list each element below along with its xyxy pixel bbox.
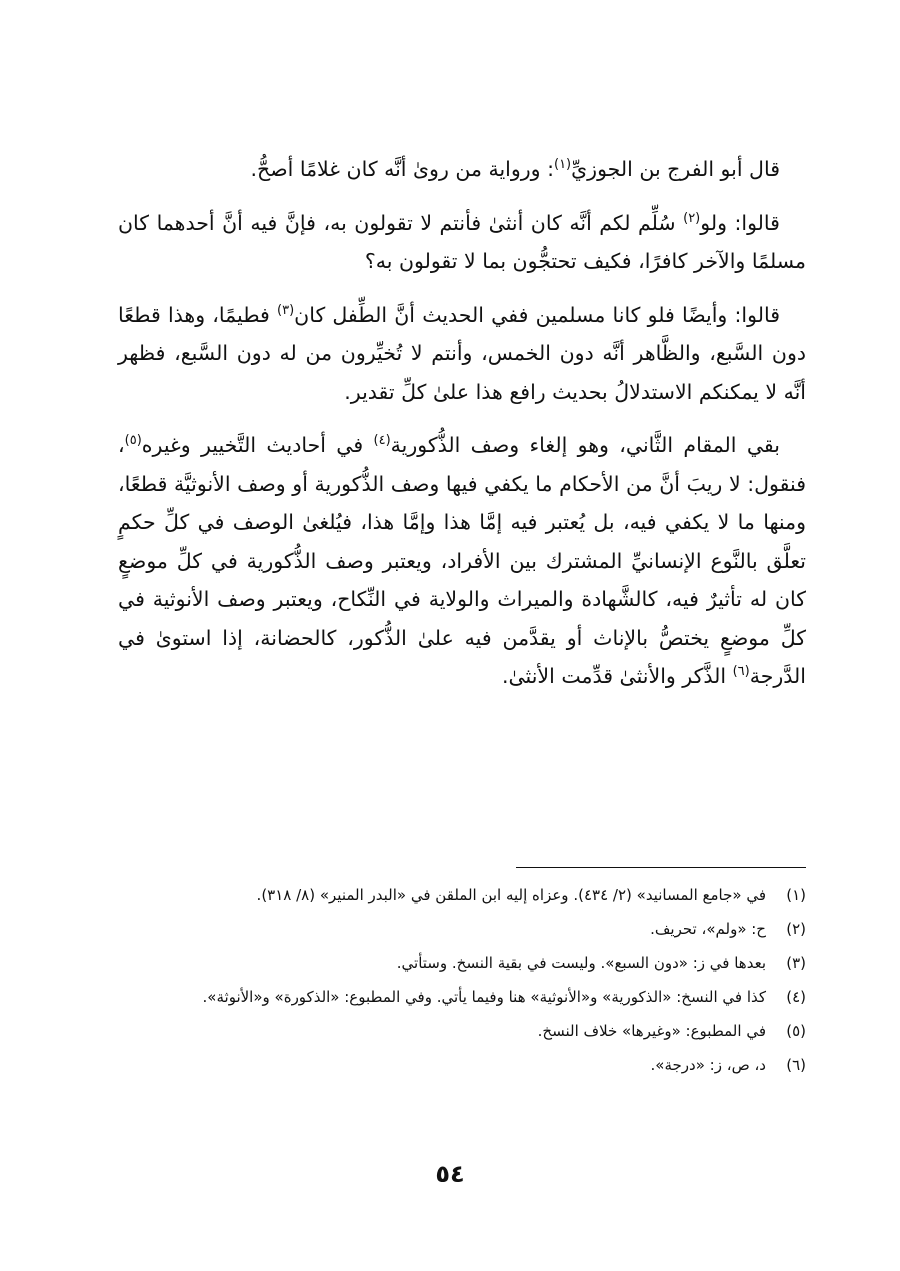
text-segment: الذَّكر والأنثىٰ قدِّمت الأنثىٰ. [501, 664, 733, 688]
footnote-text: د، ص، ز: «درجة». [650, 1056, 766, 1074]
footnotes-list [118, 880, 806, 1084]
footnote-item [118, 982, 806, 1013]
footnote-number: (١) [786, 886, 806, 904]
paragraph-1 [118, 150, 806, 189]
footnote-text: كذا في النسخ: «الذكورية» و«الأنوثية» هنا وفيما يأتي. وفي المطبوع: «الذكورة» و«الأنوثة». [202, 988, 766, 1006]
paragraph-3 [118, 296, 806, 412]
footnote-ref-4: (٤) [373, 433, 391, 449]
footnote-item [118, 880, 806, 911]
footnote-number: (٤) [786, 988, 806, 1006]
text-segment: قالوا: ولو [700, 210, 780, 235]
text-segment: قال أبو الفرج بن الجوزيِّ [571, 157, 780, 181]
footnote-item [118, 1016, 806, 1047]
text-segment: سُلِّم لكم أنَّه كان أنثىٰ فأنتم لا تقولون به، فإنَّ فيه أنَّ أحدهما كان مسلمًا والآخر كافرًا، فكيف تحتجُّون بما لا تقولون به؟ [118, 210, 806, 273]
footnote-number: (٦) [786, 1056, 806, 1074]
footnote-ref-2: (٢) [683, 210, 701, 226]
footnote-item [118, 914, 806, 945]
footnote-number: (٢) [786, 920, 806, 938]
footnote-number: (٣) [786, 954, 806, 972]
text-segment: في أحاديث التَّخيير وغيره [141, 433, 374, 457]
footnote-ref-3: (٣) [277, 302, 295, 318]
footnote-ref-6: (٦) [732, 664, 750, 680]
footnote-text: في «جامع المسانيد» (٢/ ٤٣٤). وعزاه إليه ابن الملقن في «البدر المنير» (٨/ ٣١٨). [256, 886, 766, 904]
footnote-number: (٥) [786, 1022, 806, 1040]
footnote-ref-1: (١) [553, 157, 572, 173]
paragraph-4 [118, 426, 806, 696]
footnote-divider [516, 867, 806, 868]
text-segment: ، فنقول: لا ريبَ أنَّ من الأحكام ما يكفي فيها وصف الذُّكورية أو وصف الأنوثيَّة قطعًا، ومنها ما لا يكفي فيه، بل يُعتبر فيه إمَّا هذا وإمَّا هذا، فيُلغىٰ الوصف في كلِّ حكمٍ تعلَّق بالنَّوع الإنسانيِّ المشترك بين الأفراد، ويعتبر وصف الذُّكورية في كلِّ موضعٍ كان له تأثيرٌ فيه، كالشَّهادة والميراث والولاية في النِّكاح، ويعتبر وصف الأنوثية في كلِّ موضعٍ يختصُّ بالإناث أو يقدَّمن فيه علىٰ الذُّكور، كالحضانة، إذا استوىٰ في الدَّرجة [118, 433, 806, 688]
page-number: ٥٤ [435, 1160, 465, 1188]
text-segment: بقي المقام الثَّاني، وهو إلغاء وصف الذُّكورية [390, 433, 780, 457]
footnote-text: بعدها في ز: «دون السبع». وليست في بقية النسخ. وستأتي. [396, 954, 766, 972]
footnote-text: ح: «ولم»، تحريف. [650, 920, 766, 938]
text-segment: قالوا: وأيضًا فلو كانا مسلمين ففي الحديث أنَّ الطِّفل كان [294, 302, 781, 327]
footnote-text: في المطبوع: «وغيرها» خلاف النسخ. [537, 1022, 766, 1040]
text-segment: : ورواية من روىٰ أنَّه كان غلامًا أصحُّ. [250, 157, 554, 181]
text-segment: فطيمًا، وهذا قطعًا دون السَّبع، والظَّاهر أنَّه دون الخمس، وأنتم لا تُخيِّرون من له دون السَّبع، فظهر أنَّه لا يمكنكم الاستدلالُ بحديث رافع هذا علىٰ كلِّ تقدير. [118, 302, 806, 404]
paragraph-2 [118, 204, 806, 281]
footnote-item [118, 948, 806, 979]
footnote-ref-5: (٥) [124, 433, 142, 449]
body-text [118, 150, 806, 711]
footnote-item [118, 1050, 806, 1081]
